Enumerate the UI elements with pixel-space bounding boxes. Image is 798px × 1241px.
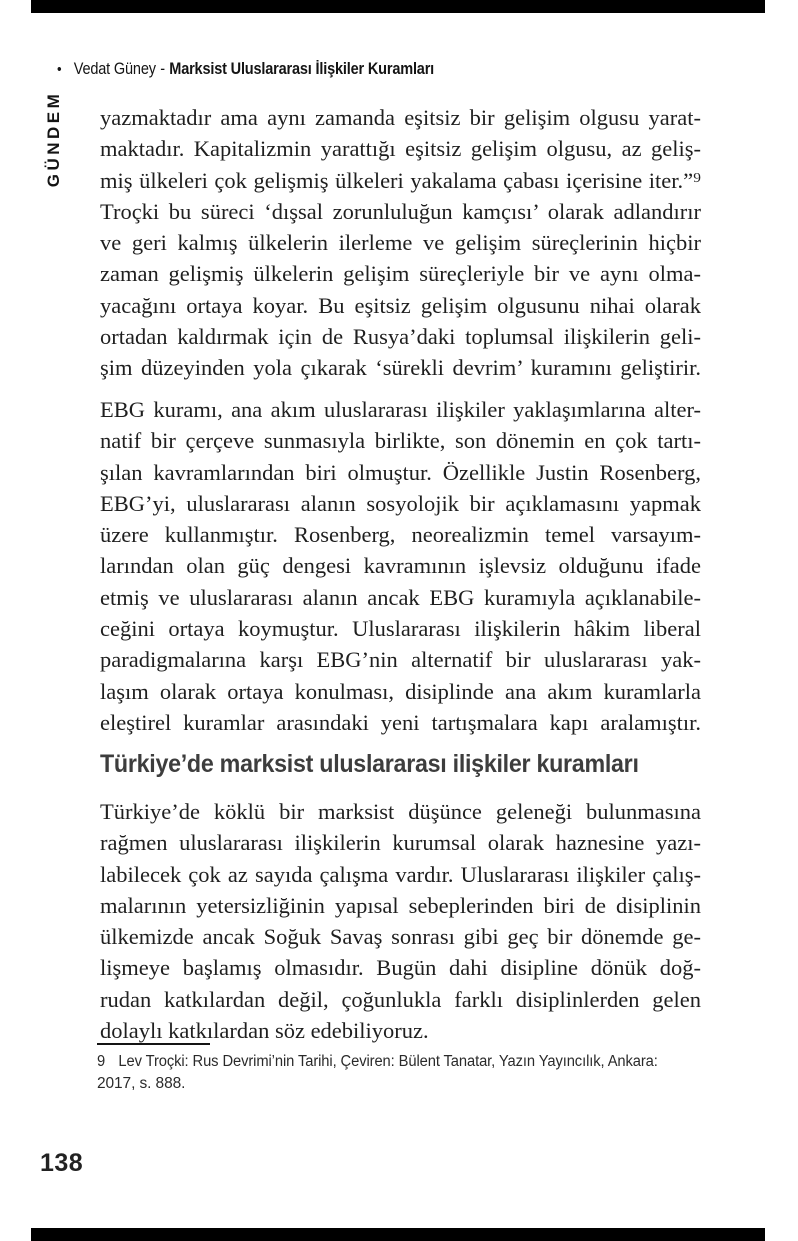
text-line: yacağını ortaya koyar. Bu eşitsiz gelişim olgusunu nihai olarak (100, 292, 701, 318)
text-line: EBG kuramı, ana akım uluslararası ilişkiler yaklaşımlarına alter- (100, 397, 701, 422)
text-line: ve geri kalmış ülkelerin ilerleme ve gelişim süreçlerinin hiçbir (100, 230, 701, 256)
header-bullet-icon: • (57, 61, 62, 78)
text-line: malarının yetersizliğinin yapısal sebeplerinden biri de disiplinin (100, 892, 701, 918)
text-line: rağmen uluslararası ilişkilerin kurumsal olarak haznesine yazı- (100, 830, 701, 856)
text-line: miş ülkeleri çok gelişmiş ülkeleri yakalama çabası içerisine iter.”⁹ (100, 167, 701, 193)
text-line: üzere kullanmıştır. Rosenberg, neorealizmin temel varsayım- (100, 522, 701, 548)
footnote-line-1 (97, 1051, 686, 1073)
text-line: labilecek çok az sayıda çalışma vardır. Uluslararası ilişkiler çalış- (100, 861, 701, 887)
text-line: larından olan güç dengesi kavramının işlevsiz olduğunu ifade (100, 553, 701, 579)
text-line: lişmeye başlamış olmasıdır. Bugün dahi disipline dönük doğ- (100, 955, 701, 981)
text-line: zaman gelişmiş ülkelerin gelişim süreçleriyle bir ve aynı olma- (100, 261, 701, 287)
section-heading: Türkiye’de marksist uluslararası ilişkiler kuramları (100, 750, 639, 778)
text-line: laşım olarak ortaya konulması, disiplinde ana akım kuramlarla (100, 678, 701, 704)
text-line: Türkiye’de köklü bir marksist düşünce geleneği bulunmasına (100, 799, 701, 824)
text-line: EBG’yi, uluslararası alanın sosyolojik bir açıklamasını yapmak (100, 490, 701, 516)
page-number: 138 (40, 1149, 84, 1177)
header-separator: - (160, 60, 165, 78)
bottom-rule-bar (31, 1228, 765, 1241)
footnote-text: Lev Troçki: Rus Devrimi’nin Tarihi, Çeviren: Bülent Tanatar, Yazın Yayıncılık, Ankara: (118, 1053, 658, 1070)
text-line: rudan katkılardan değil, çoğunlukla farklı disiplinlerden gelen (100, 986, 701, 1012)
footnote-number: 9 (97, 1053, 106, 1070)
sidebar-series-label (46, 89, 62, 189)
header-author: Vedat Güney (73, 60, 156, 78)
paragraph-2 (100, 394, 701, 738)
sidebar-series-label-text: GÜNDEM (44, 90, 63, 188)
text-line: natif bir çerçeve sunmasıyla birlikte, son dönemin en çok tartı- (100, 428, 701, 454)
text-line: şim düzeyinden yola çıkarak ‘sürekli devrim’ kuramını geliştirir. (100, 355, 701, 381)
paragraph-1 (100, 102, 701, 384)
top-rule-bar (31, 0, 765, 13)
text-line: maktadır. Kapitalizmin yarattığı eşitsiz gelişim olgusu, az geliş- (100, 136, 701, 162)
text-line: ceğini ortaya koymuştur. Uluslararası ilişkilerin hâkim liberal (100, 616, 701, 642)
text-line: şılan kavramlarından biri olmuştur. Özellikle Justin Rosenberg, (100, 459, 701, 485)
footnote-separator-rule (97, 1043, 210, 1045)
text-line: dolaylı katkılardan söz edebiliyoruz. (100, 1018, 429, 1044)
footnote (97, 1051, 717, 1094)
text-line: ortadan kaldırmak için de Rusya’daki toplumsal ilişkilerin geli- (100, 324, 701, 350)
text-line: eleştirel kuramlar arasındaki yeni tartışmalara kapı aralamıştır. (100, 709, 701, 735)
text-line: etmiş ve uluslararası alanın ancak EBG kuramıyla açıklanabile- (100, 584, 701, 610)
running-header (57, 60, 434, 79)
paragraph-3 (100, 796, 701, 1046)
text-line: paradigmalarına karşı EBG’nin alternatif bir uluslararası yak- (100, 647, 701, 673)
footnote-line-2: 2017, s. 888. (97, 1074, 186, 1092)
header-book-title: Marksist Uluslararası İlişkiler Kuramları (169, 60, 435, 78)
text-line: ülkemizde ancak Soğuk Savaş sonrası gibi geç bir dönemde ge- (100, 924, 701, 950)
text-line: Troçki bu süreci ‘dışsal zorunluluğun kamçısı’ olarak adlandırır (100, 198, 701, 224)
text-line: yazmaktadır ama aynı zamanda eşitsiz bir gelişim olgusu yarat- (100, 105, 701, 130)
